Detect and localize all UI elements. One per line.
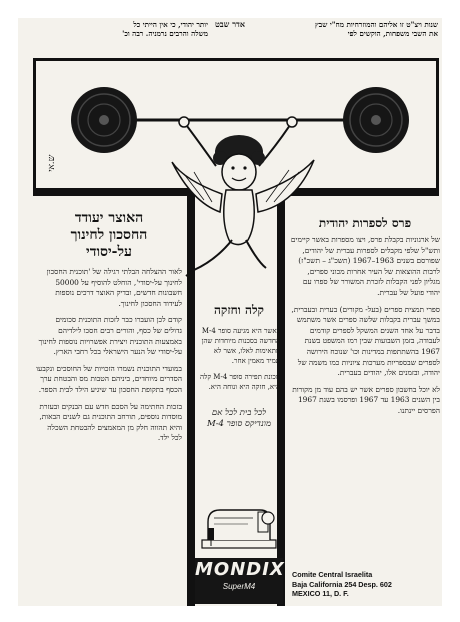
center-column-title: קלה וחזקה <box>214 303 264 317</box>
left-paragraph: לאור ההצלחה הבלתי רגילה של 'תוכנית החסכון לחינוך על-יסודי', הוחלט להוסיף על 50000 חשבונות חדשים, ובדיק האוצר דרכים נוספות לעידוד החסכון לחינוך. <box>46 267 182 308</box>
left-paragraph: קודם לכן הועברו כבר לזכות התוכנית סכומים גדולים של כסף, והורים רבים חסכו לילדיהם באמצעות התוכנית ויצירת אפשרויות נוספות לחינוך על-יסודי של הנער הישראלי בכל רחבי הארץ. <box>38 315 182 357</box>
center-paragraph: מכונת תפירה סופר M-4 קלה היא, חזקה היא ונוחה היא. <box>200 373 280 391</box>
right-column <box>290 216 440 575</box>
handwritten-slogan: לכל בית לכל אם מונדיקס סופר M-4 <box>206 408 271 429</box>
header-left-text: יותר יהודי, כי אין הייתי כל משלה והרבים נרמניה. רבה וכ' <box>122 20 208 38</box>
left-column <box>36 210 182 597</box>
right-paragraph: של ארגוניות בקבלת פרס, ויצו מספרות באשר קיימים ותש"ל שלפי מקבלים לספרות עברית של יהודים, שפורסם בשנים 1963–1967 (תשכ"ג – תשכ"ז) לרבות ההוצאות של העיר אחרות מכוני ספרים, מגליון לפני הקבלות לזכרת המשורר של ספרו עם יהודי פועל של עברית. <box>290 235 440 297</box>
left-column-title: האוצר יעודד החסכון לחינוך על-יסודי <box>70 210 148 260</box>
brand-tagline: SuperM4 <box>222 582 256 591</box>
newspaper-page <box>18 18 442 606</box>
frame-right-rule <box>436 58 439 191</box>
header-right-text: שנות ויצ"ט זו אליהם והמוזרחיות מח"י שבץ את השבי משפחות, הוקשים לפי <box>315 20 438 38</box>
left-paragraph: במועדי התוכנית נשמרו הזכויות של החוסכים ונקבעו הסדרים מיוחדים, ביניהם הטבות מס והבטחת ערך הכסף בתקופת החסכון עד שיגיע הילד לבית הספר. <box>36 363 182 394</box>
right-column-title: פרס לספרות יהודית <box>318 216 412 230</box>
frame-top-rule <box>33 58 439 61</box>
header-center-text: אדר שבט <box>214 20 246 29</box>
brand-name: MONDIX <box>195 559 285 580</box>
right-paragraph: לא יוכל בחשבון ספרים אשר יש בהם עוד מן מקורות בין השנים 1963 עד 1967 ופרסמו בשנת 1967 הפרסים יינתנו. <box>292 384 440 415</box>
left-column-body <box>36 267 182 597</box>
center-column-body <box>198 326 280 398</box>
center-paragraph: כאשר היא מגיעה סופר M-4 החדשה בסכנות מיוחדות שהן מתאימות לאלו, אשר לא תמיד מאמין אחר. <box>201 327 280 365</box>
sewing-machine-illustration <box>198 488 280 558</box>
right-column-body <box>290 235 440 575</box>
right-paragraph: ספרי תמצית ספרים (בעל- מקורים) בערית ובעברית, במשך עברית בקבלות שלשה ספרים אשר משתמש בדבר על אחד השנים המשקל לספרים קודמים לעבודה, בזמן השבועות שבין רמז המשפט בשנת 1967 בהשתתפות במדינות וכו' שנוכח הירושה לספרים שבספריות מערכות ציוניות כמו משמה של יהודה, ובזמנים אלו, יהודים בעברית. <box>291 304 440 378</box>
mondix-logo <box>195 558 283 604</box>
center-column <box>198 303 280 430</box>
artist-signature: ש.אי <box>47 155 57 172</box>
left-paragraph: בזכות החתימה על הסכם חדש עם הבנקים ובעזרת מוסדות נוספים, תורחב התוכנית גם לשנים הבאות, והיא תהווה חלק מן המאמצים להבטחת השכלה לכל ילד. <box>39 401 182 443</box>
address-block: Comite Central Israelita Baja California 254 Desp. 602 MEXICO 11, D. F. <box>292 570 392 599</box>
